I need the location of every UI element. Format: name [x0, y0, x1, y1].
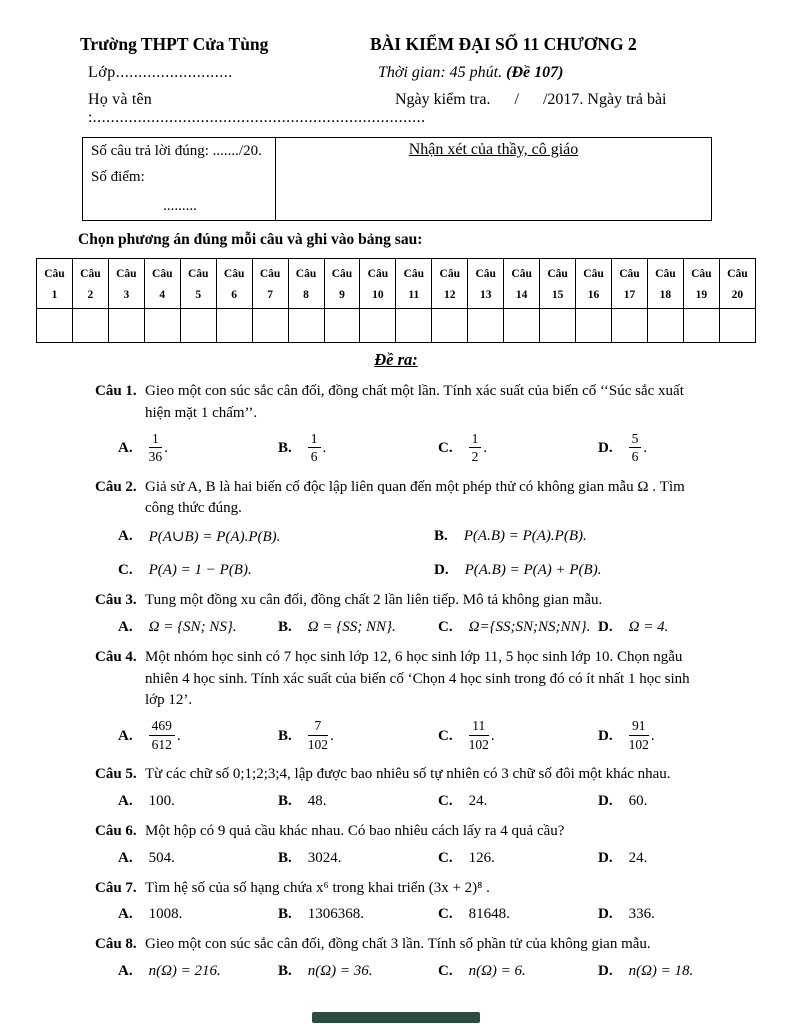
answer-grid-number: 15	[551, 289, 564, 301]
option-label: A.	[118, 440, 133, 457]
answer-option	[438, 906, 598, 923]
option-value: n(Ω) = 216.	[148, 963, 221, 980]
option-label: D.	[434, 562, 449, 579]
answer-option	[438, 719, 598, 753]
question	[78, 477, 714, 580]
option-value: 48.	[307, 792, 327, 809]
question-text: Tìm hệ số của số hạng chứa x⁶ trong khai triển (3x + 2)⁸ .	[145, 879, 490, 896]
question-head	[78, 764, 714, 786]
fraction-denominator: 6	[310, 449, 318, 465]
answer-grid-header-cell	[180, 259, 216, 309]
answer-grid-answer-cell	[37, 309, 73, 343]
option-label: B.	[278, 963, 292, 980]
answer-grid-answer-cell	[72, 309, 108, 343]
section-title-wrap	[78, 350, 714, 370]
option-label: B.	[434, 528, 448, 545]
answer-option	[278, 906, 438, 923]
answer-grid-header-cell	[252, 259, 288, 309]
answer-option	[118, 562, 434, 579]
option-value: 81648.	[468, 906, 510, 923]
fraction-denominator: 102	[307, 736, 329, 752]
options-row	[118, 527, 760, 579]
answer-grid-cau-label: Câu	[187, 268, 209, 280]
question-number: Câu 7.	[95, 879, 137, 896]
option-suffix: .	[650, 727, 655, 744]
fraction	[629, 718, 649, 752]
answer-option	[438, 793, 598, 810]
options-row	[118, 619, 760, 636]
option-value: 126.	[468, 849, 495, 866]
fraction-numerator: 1	[469, 431, 482, 449]
options-row	[118, 793, 760, 810]
correct-count-label: Số câu trả lời đúng: ......./20.	[91, 143, 262, 159]
option-label: B.	[278, 906, 292, 923]
answer-option	[118, 432, 278, 466]
score-box-left	[83, 138, 276, 220]
options-row	[118, 850, 760, 867]
answer-option	[598, 719, 758, 753]
question-text: Một hộp có 9 quả cầu khác nhau. Có bao nhiêu cách lấy ra 4 quả cầu?	[145, 822, 565, 839]
answer-grid-number: 19	[695, 289, 708, 301]
answer-option	[438, 963, 598, 980]
option-label: B.	[278, 849, 292, 866]
answer-grid-cau-label: Câu	[511, 268, 532, 280]
answer-grid-cau-label: Câu	[547, 268, 568, 280]
answer-grid-header-cell	[396, 259, 432, 309]
answer-grid-number: 14	[515, 289, 528, 301]
answer-grid-number: 16	[587, 289, 600, 301]
answer-grid-answer-cell	[540, 309, 576, 343]
header-row-1	[78, 34, 714, 55]
answer-grid-answer-cell	[180, 309, 216, 343]
answer-grid-cau-label: Câu	[80, 268, 101, 280]
fraction-numerator: 469	[149, 718, 175, 736]
option-label: C.	[438, 963, 453, 980]
fraction-numerator: 7	[308, 718, 328, 736]
fraction-numerator: 5	[629, 431, 642, 449]
options-row	[118, 906, 760, 923]
time-and-code	[378, 64, 563, 82]
option-value: n(Ω) = 6.	[468, 963, 526, 980]
option-label: C.	[438, 906, 453, 923]
comment-box	[276, 138, 711, 220]
answer-grid-cau-label: Câu	[655, 268, 676, 280]
answer-grid-number: 4	[159, 289, 166, 301]
answer-option	[278, 793, 438, 810]
answer-grid-cau-label: Câu	[259, 268, 281, 280]
fraction	[308, 431, 321, 465]
option-value: Ω = {SN; NS}.	[148, 618, 237, 635]
option-label: C.	[438, 618, 453, 635]
answer-option	[118, 906, 278, 923]
question-text: Một nhóm học sinh có 7 học sinh lớp 12, 6 học sinh lớp 11, 5 học sinh lớp 10. Chọn ngẫu nhiên 4 học sinh. Tính xác suất của biến cố ‘Chọn 4 học sinh trong đó có ít nhất 1 học sinh lớp 12’.	[145, 648, 690, 709]
answer-grid-answer-cell	[647, 309, 683, 343]
option-value: 1008.	[148, 906, 183, 923]
options-row	[118, 963, 760, 980]
option-value: P(A) = 1 − P(B).	[148, 562, 252, 579]
questions	[78, 381, 714, 980]
answer-grid-number: 6	[231, 289, 238, 301]
answer-option	[118, 793, 278, 810]
answer-grid-header-cell	[288, 259, 324, 309]
name-label: Họ và tên :	[88, 91, 153, 126]
option-value: n(Ω) = 18.	[628, 963, 694, 980]
answer-option	[598, 850, 758, 867]
answer-option	[278, 619, 438, 636]
question-head	[78, 477, 714, 521]
answer-grid-number: 10	[372, 289, 384, 301]
answer-grid-answer-cell	[612, 309, 648, 343]
answer-grid-header-cell	[108, 259, 144, 309]
fraction	[469, 431, 482, 465]
header-row-3	[78, 91, 714, 127]
section-title: Đề ra:	[374, 350, 418, 369]
answer-grid-header-cell	[576, 259, 612, 309]
option-label: D.	[598, 727, 613, 744]
answer-option	[438, 432, 598, 466]
question-number: Câu 1.	[95, 383, 137, 399]
fraction	[149, 431, 163, 465]
option-value: Ω = {SS; NN}.	[307, 618, 396, 635]
option-suffix: .	[643, 440, 648, 457]
answer-grid-answer-cell	[288, 309, 324, 343]
answer-grid-answer-cell	[468, 309, 504, 343]
answer-option	[434, 527, 750, 546]
option-label: C.	[438, 440, 453, 457]
question-number: Câu 4.	[95, 648, 137, 665]
question-text: Gieo một con súc sắc cân đối, đồng chất 3 lần. Tính số phần tử của không gian mẫu.	[145, 936, 651, 953]
answer-option	[118, 963, 278, 980]
answer-option	[118, 527, 434, 546]
fraction-numerator: 1	[149, 431, 163, 449]
comment-box-title: Nhận xét của thầy, cô giáo	[408, 141, 579, 158]
answer-option	[118, 850, 278, 867]
option-value: P(A∪B) = P(A).P(B).	[148, 529, 281, 546]
option-value: 100.	[148, 792, 175, 809]
option-suffix: .	[176, 727, 181, 744]
answer-option	[278, 850, 438, 867]
answer-grid-header-cell	[360, 259, 396, 309]
name-dots: ..........................................................................	[92, 109, 426, 126]
question	[78, 878, 714, 924]
question-text: Tung một đồng xu cân đối, đồng chất 2 lần liên tiếp. Mô tả không gian mẫu.	[145, 592, 603, 609]
answer-grid-number: 18	[659, 289, 672, 301]
option-suffix: .	[322, 440, 327, 457]
fraction-numerator: 11	[469, 718, 489, 736]
answer-grid-answer-cell	[504, 309, 540, 343]
exam-date-info: Ngày kiểm tra. / /2017. Ngày trả bài	[395, 91, 667, 108]
question	[78, 647, 714, 753]
answer-grid-cau-label: Câu	[152, 268, 173, 280]
answer-grid-cau-label: Câu	[295, 268, 317, 280]
answer-grid-cau-label: Câu	[439, 268, 460, 280]
question-head	[78, 821, 714, 843]
answer-grid-cau-label: Câu	[116, 268, 137, 280]
question-head	[78, 878, 714, 900]
option-value: Ω={SS;SN;NS;NN}.	[468, 618, 591, 635]
answer-grid-number: 12	[444, 289, 456, 301]
answer-grid-cau-label: Câu	[403, 268, 425, 280]
option-suffix: .	[483, 440, 488, 457]
option-value: 336.	[628, 906, 655, 923]
answer-grid-answer-cell	[324, 309, 360, 343]
answer-grid-answer-cell	[576, 309, 612, 343]
answer-grid-answer-cell	[144, 309, 180, 343]
fraction	[149, 718, 175, 752]
answer-grid-answer-cell	[216, 309, 252, 343]
answer-option	[278, 719, 438, 753]
answer-grid-answer-cell	[108, 309, 144, 343]
option-value: Ω = 4.	[628, 618, 669, 635]
answer-option	[438, 850, 598, 867]
option-value: 504.	[148, 849, 175, 866]
question-head	[78, 647, 714, 712]
answer-option	[598, 963, 758, 980]
question	[78, 934, 714, 980]
option-label: A.	[118, 618, 133, 635]
option-value: 3024.	[307, 849, 342, 866]
answer-grid-number: 7	[267, 289, 273, 301]
answer-grid-cau-label: Câu	[223, 268, 245, 280]
option-value: P(A.B) = P(A).P(B).	[463, 528, 587, 545]
exam-title: BÀI KIỂM ĐẠI SỐ 11 CHƯƠNG 2	[370, 34, 637, 54]
option-label: C.	[438, 849, 453, 866]
fraction	[469, 718, 489, 752]
question	[78, 764, 714, 810]
question	[78, 381, 714, 466]
answer-option	[434, 562, 750, 579]
option-value: 60.	[628, 792, 648, 809]
answer-grid	[36, 258, 756, 343]
answer-grid-answer-cell	[360, 309, 396, 343]
answer-grid-header-cell	[504, 259, 540, 309]
answer-grid-header-cell	[216, 259, 252, 309]
option-label: A.	[118, 528, 133, 545]
answer-grid-header-cell	[144, 259, 180, 309]
option-label: D.	[598, 963, 613, 980]
score-box	[82, 137, 712, 221]
answer-grid-number: 20	[731, 289, 744, 301]
question-text: Từ các chữ số 0;1;2;3;4, lập được bao nhiêu số tự nhiên có 3 chữ số đôi một khác nhau.	[145, 766, 671, 783]
question-text: Gieo một con súc sắc cân đối, đồng chất một lần. Tính xác suất của biến cố ‘‘Súc sắc xuất hiện mặt 1 chấm’’.	[145, 383, 684, 421]
option-label: D.	[598, 906, 613, 923]
fraction	[308, 718, 328, 752]
question-head	[78, 590, 714, 612]
answer-grid-header-cell	[468, 259, 504, 309]
option-value: P(A.B) = P(A) + P(B).	[464, 562, 602, 579]
header-row-2	[78, 64, 714, 82]
answer-grid-number: 2	[87, 289, 94, 301]
bottom-scroll-indicator[interactable]	[312, 1012, 480, 1023]
score-dots: .........	[163, 198, 197, 214]
answer-grid-header-cell	[612, 259, 648, 309]
fraction-denominator: 2	[471, 449, 479, 465]
score-label: Số điểm:	[91, 169, 145, 185]
question-number: Câu 8.	[95, 936, 137, 953]
class-field: Lớp..........................	[88, 64, 233, 81]
option-label: B.	[278, 792, 292, 809]
answer-grid-number: 3	[123, 289, 130, 301]
option-label: D.	[598, 440, 613, 457]
option-label: A.	[118, 849, 133, 866]
answer-grid-cau-label: Câu	[727, 268, 748, 280]
option-label: D.	[598, 618, 613, 635]
answer-grid-body-row	[37, 309, 756, 343]
answer-grid-header-cell	[324, 259, 360, 309]
option-suffix: .	[164, 440, 168, 457]
fraction-denominator: 612	[151, 736, 172, 752]
answer-grid-number: 13	[479, 289, 492, 301]
answer-grid-header-row	[37, 259, 756, 309]
answer-grid-cau-label: Câu	[691, 268, 712, 280]
answer-grid-header-cell	[683, 259, 719, 309]
answer-grid-header-cell	[37, 259, 73, 309]
question-number: Câu 6.	[95, 822, 137, 839]
option-suffix: .	[490, 727, 495, 744]
answer-option	[598, 906, 758, 923]
answer-grid-header-cell	[432, 259, 468, 309]
answer-grid-cau-label: Câu	[475, 268, 496, 280]
question-number: Câu 5.	[95, 766, 137, 783]
answer-grid-answer-cell	[719, 309, 755, 343]
fraction	[629, 431, 642, 465]
answer-option	[118, 719, 278, 753]
question-number: Câu 3.	[95, 592, 137, 609]
option-value: 1306368.	[307, 906, 365, 923]
fraction-denominator: 102	[468, 736, 489, 752]
fraction-denominator: 36	[148, 449, 163, 465]
question	[78, 821, 714, 867]
answer-grid-number: 9	[339, 289, 345, 301]
fraction-numerator: 1	[308, 431, 321, 449]
answer-grid-number: 1	[51, 289, 58, 301]
exam-code: (Đề 107)	[506, 64, 564, 81]
answer-grid-number: 17	[623, 289, 636, 301]
option-label: C.	[438, 792, 453, 809]
option-label: B.	[278, 618, 292, 635]
answer-grid-header-cell	[540, 259, 576, 309]
answer-grid-number: 8	[303, 289, 309, 301]
answer-grid-cau-label: Câu	[367, 268, 389, 280]
option-suffix: .	[330, 727, 334, 744]
option-label: D.	[598, 792, 613, 809]
answer-grid-answer-cell	[432, 309, 468, 343]
answer-grid-answer-cell	[396, 309, 432, 343]
question-head	[78, 381, 714, 425]
answer-option	[438, 619, 598, 636]
answer-option	[598, 432, 758, 466]
answer-grid-header-cell	[647, 259, 683, 309]
option-label: A.	[118, 906, 133, 923]
question	[78, 590, 714, 636]
question-text: Giả sử A, B là hai biến cố độc lập liên quan đến một phép thử có không gian mẫu Ω . Tìm công thức đúng.	[145, 478, 685, 517]
option-label: D.	[598, 849, 613, 866]
options-row	[118, 719, 760, 753]
answer-option	[598, 619, 758, 636]
option-label: B.	[278, 440, 292, 457]
option-label: A.	[118, 963, 133, 980]
answer-grid-number: 5	[195, 289, 202, 301]
answer-grid-cau-label: Câu	[583, 268, 604, 280]
option-label: B.	[278, 727, 292, 744]
answer-grid-number: 11	[408, 289, 420, 301]
answer-grid-cau-label: Câu	[44, 268, 65, 280]
time-info: Thời gian: 45 phút.	[378, 64, 507, 81]
fraction-denominator: 6	[631, 449, 639, 465]
fraction-numerator: 91	[629, 718, 649, 736]
name-field	[78, 91, 426, 127]
answer-grid-cau-label: Câu	[619, 268, 640, 280]
option-label: C.	[438, 727, 453, 744]
option-label: A.	[118, 792, 133, 809]
option-label: A.	[118, 727, 133, 744]
answer-grid-answer-cell	[683, 309, 719, 343]
question-number: Câu 2.	[95, 478, 137, 495]
answer-grid-header-cell	[719, 259, 755, 309]
option-label: C.	[118, 562, 133, 579]
answer-grid-header-cell	[72, 259, 108, 309]
question-head	[78, 934, 714, 956]
option-value: n(Ω) = 36.	[307, 963, 373, 980]
answer-option	[118, 619, 278, 636]
options-row	[118, 432, 760, 466]
fraction-denominator: 102	[628, 736, 649, 752]
answer-grid-answer-cell	[252, 309, 288, 343]
answer-option	[278, 432, 438, 466]
instruction-text: Chọn phương án đúng mỗi câu và ghi vào bảng sau:	[78, 231, 423, 248]
answer-option	[598, 793, 758, 810]
answer-grid-cau-label: Câu	[331, 268, 353, 280]
option-value: 24.	[468, 792, 488, 809]
answer-option	[278, 963, 438, 980]
school-name: Trường THPT Cửa Tùng	[80, 34, 269, 54]
option-value: 24.	[628, 849, 648, 866]
